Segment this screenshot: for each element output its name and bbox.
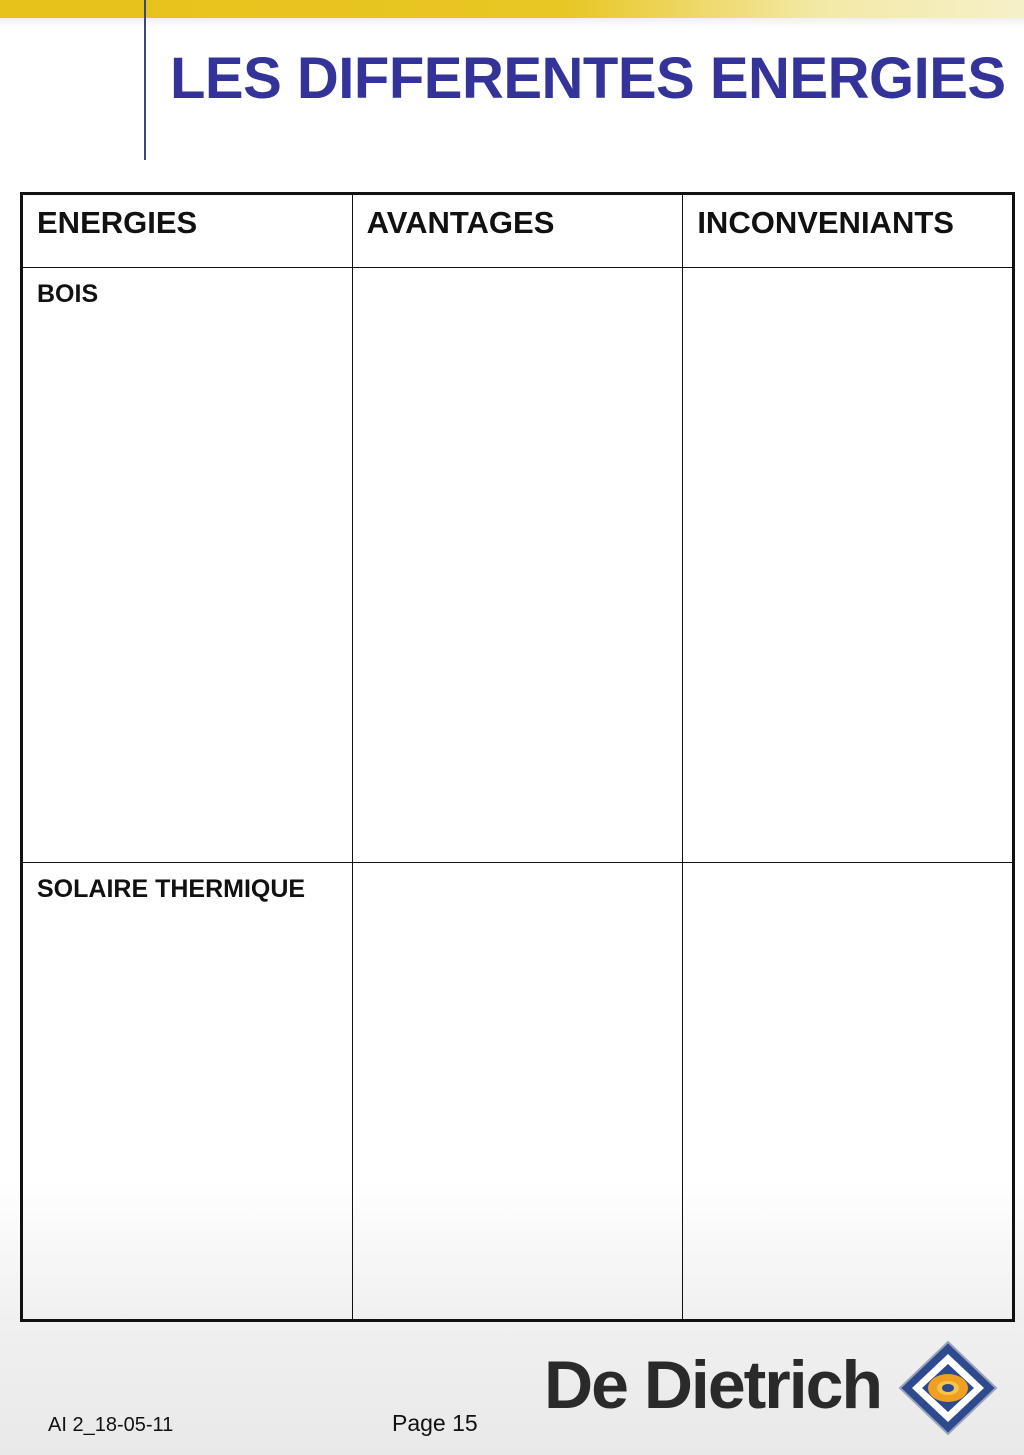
inconvenients-cell-solaire-thermique[interactable] bbox=[683, 863, 1014, 1321]
column-header-inconvenients: INCONVENIANTS bbox=[683, 194, 1014, 268]
logo-wordmark: De Dietrich bbox=[544, 1347, 881, 1423]
table-header-row bbox=[22, 194, 1014, 268]
table-row bbox=[22, 863, 1014, 1321]
top-accent-bar bbox=[0, 0, 1024, 18]
header-divider-line bbox=[144, 0, 146, 160]
page-number: Page 15 bbox=[392, 1410, 478, 1436]
brand-logo bbox=[540, 1336, 1010, 1444]
energies-table bbox=[20, 192, 1015, 1322]
energy-cell-solaire-thermique: SOLAIRE THERMIQUE bbox=[22, 863, 353, 1321]
footer-reference: AI 2_18-05-11 bbox=[48, 1414, 174, 1436]
table-row bbox=[22, 268, 1014, 863]
de-dietrich-diamond-logo-icon bbox=[896, 1340, 1000, 1436]
page-title: LES DIFFERENTES ENERGIES bbox=[170, 46, 1006, 111]
avantages-cell-solaire-thermique[interactable] bbox=[352, 863, 683, 1321]
column-header-energies: ENERGIES bbox=[22, 194, 353, 268]
avantages-cell-bois[interactable] bbox=[352, 268, 683, 863]
column-header-avantages: AVANTAGES bbox=[352, 194, 683, 268]
top-bar-shadow bbox=[0, 18, 1024, 28]
inconvenients-cell-bois[interactable] bbox=[683, 268, 1014, 863]
energy-cell-bois: BOIS bbox=[22, 268, 353, 863]
